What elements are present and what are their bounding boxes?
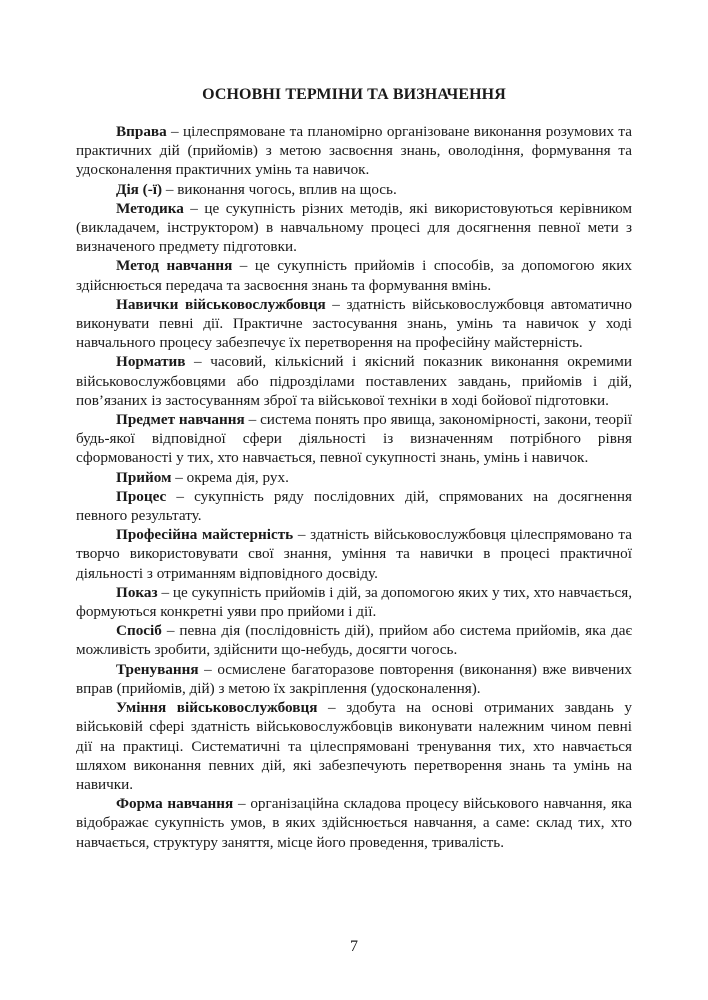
term: Процес xyxy=(116,487,167,505)
term: Уміння військовослужбовця xyxy=(116,699,318,717)
definition: – здатність військовослужбовця цілеспрямовано та творчо використовувати свої знання, уміння та навички в процесі практичної діяльності з отриманням відповідного досвіду. xyxy=(76,526,632,582)
glossary-entry-pokaz xyxy=(76,583,632,621)
term: Предмет навчання xyxy=(116,411,245,429)
term: Дія (-ї) xyxy=(116,180,163,198)
glossary-entry-pryiom xyxy=(76,468,632,487)
glossary-list xyxy=(76,122,632,852)
term: Норматив xyxy=(116,353,186,371)
term: Спосіб xyxy=(116,622,162,640)
definition: – це сукупність прийомів і дій, за допомогою яких у тих, хто навчається, формуються конкретні уяви про прийоми і дії. xyxy=(76,583,632,621)
glossary-entry-sposib xyxy=(76,621,632,659)
term: Метод навчання xyxy=(116,257,233,275)
glossary-entry-normatyv xyxy=(76,352,632,410)
glossary-entry-uminnia xyxy=(76,698,632,794)
definition: – виконання чогось, вплив на щось. xyxy=(162,180,397,198)
definition: – організаційна складова процесу військового навчання, яка відображає сукупність умов, в яких здійснюється навчання, а саме: склад тих, хто навчається, структуру заняття, місце його проведення, тривалість. xyxy=(76,795,632,851)
definition: – часовий, кількісний і якісний показник виконання окремими військовослужбовцями або підрозділами поставлених завдань, прийомів і дій, пов’язаних із застосуванням зброї та військової техніки в ході бойової підготовки. xyxy=(76,353,632,409)
definition: – це сукупність різних методів, які використовуються керівником (викладачем, інструктором) в навчальному процесі для досягнення певної мети з визначеного предмету підготовки. xyxy=(76,199,632,256)
glossary-entry-diia xyxy=(76,180,632,199)
definition: – система понять про явища, закономірності, закони, теорії будь-якої відповідної сфери діяльності із визначенням потрібного рівня сформованості у тих, хто навчається, певної сукупності знань, умінь і навичок. xyxy=(76,411,633,467)
definition: – це сукупність прийомів і способів, за допомогою яких здійснюється передача та засвоєння знань та формування вмінь. xyxy=(76,257,632,294)
glossary-entry-predmet-navchannia xyxy=(76,410,632,468)
definition: – здатність військовослужбовця автоматично виконувати певні дії. Практичне застосування знань, умінь та навичок у ході навчального процесу забезпечує їх перетворення на професійну майстерність. xyxy=(76,295,632,352)
term: Прийом xyxy=(116,468,172,486)
glossary-entry-metod-navchannia xyxy=(76,256,632,294)
definition: – здобута на основі отриманих завдань у військовій сфері здатність військовослужбовців виконувати належним чином певні дії на практиці. Систематичні та цілеспрямовані тренування тих, хто навчається шляхом виконання певних дій, які забезпечують перетворення знань та умінь на навички. xyxy=(76,699,632,793)
term: Показ xyxy=(116,583,158,601)
term: Методика xyxy=(116,199,184,217)
term: Форма навчання xyxy=(116,795,234,813)
definition: – певна дія (послідовність дій), прийом або система прийомів, яка дає можливість зробити, здійснити що-небудь, досягти чогось. xyxy=(76,622,632,659)
page-number: 7 xyxy=(350,938,358,955)
definition: – сукупність ряду послідовних дій, спрямованих на досягнення певного результату. xyxy=(76,487,632,525)
glossary-entry-protses xyxy=(76,487,632,525)
glossary-entry-vprava xyxy=(76,122,632,180)
glossary-entry-profesiina-maisternist xyxy=(76,525,632,583)
term: Вправа xyxy=(116,123,167,140)
definition: – окрема дія, рух. xyxy=(171,468,289,486)
page-title: ОСНОВНІ ТЕРМІНИ ТА ВИЗНАЧЕННЯ xyxy=(202,86,506,103)
definition: – осмислене багаторазове повторення (виконання) вже вивчених вправ (прийомів, дій) з метою їх закріплення (удосконалення). xyxy=(76,660,632,697)
term: Навички військовослужбовця xyxy=(116,295,326,313)
definition: – цілеспрямоване та планомірно організоване виконання розумових та практичних дій (прийомів) з метою засвоєння знань, оволодіння, формування та удосконалення практичних умінь та навичок. xyxy=(76,123,632,179)
glossary-entry-navychky xyxy=(76,295,632,353)
glossary-entry-metodyka xyxy=(76,199,632,257)
term: Тренування xyxy=(116,660,199,678)
term: Професійна майстерність xyxy=(116,526,294,544)
glossary-entry-trenuvannia xyxy=(76,660,632,698)
glossary-entry-forma-navchannia xyxy=(76,794,632,852)
